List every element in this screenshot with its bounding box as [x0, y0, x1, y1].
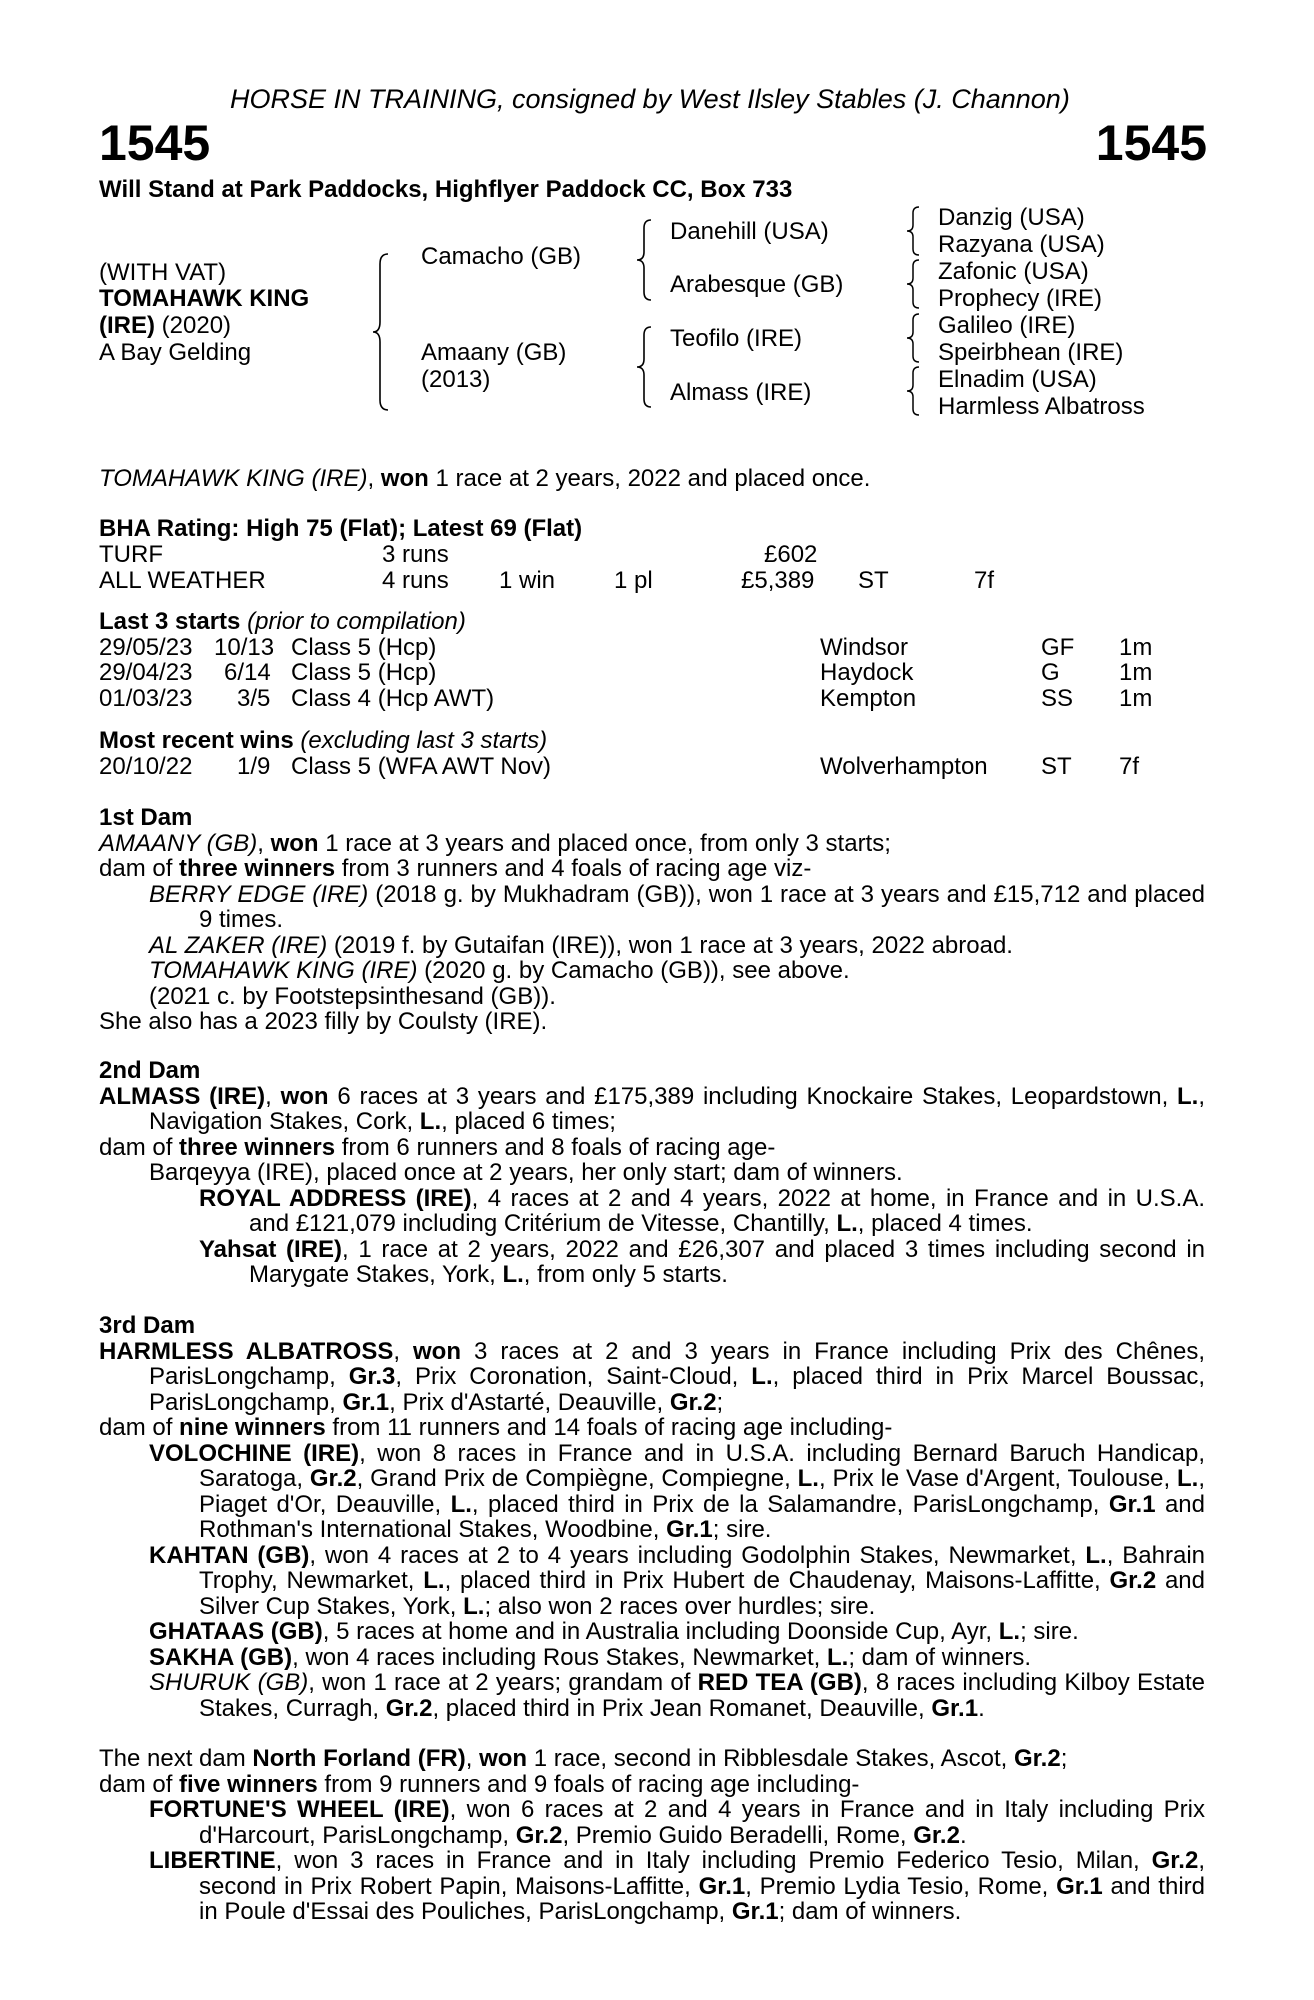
summary-rest: 1 race at 2 years, 2022 and placed once.: [428, 465, 871, 492]
text: 1 race, second in Ribblesdale Stakes, Ascot,: [527, 1745, 1014, 1772]
pedigree-brace-main: [370, 252, 392, 412]
last3-title-text: Last 3 starts: [99, 608, 241, 635]
section-title: 1st Dam: [99, 804, 193, 831]
text: , from only 5 starts.: [523, 1261, 728, 1288]
group-mark: Gr.2: [1151, 1847, 1199, 1874]
listed-mark: L.: [502, 1261, 524, 1288]
course: Wolverhampton: [820, 753, 988, 780]
class: Class 4 (Hcp AWT): [291, 685, 495, 712]
course: Windsor: [820, 634, 909, 661]
progeny-name: TOMAHAWK KING (IRE): [149, 957, 418, 984]
text: , placed third in Prix Hubert de Chaudenay, Maisons-Laffitte,: [444, 1567, 1110, 1594]
group-mark: Gr.3: [348, 1363, 396, 1390]
progeny-item: [149, 1670, 1205, 1721]
won: won: [413, 1337, 462, 1365]
class: Class 5 (WFA AWT Nov): [291, 753, 552, 780]
progeny-name: VOLOCHINE (IRE): [149, 1439, 360, 1467]
text: dam of: [99, 1414, 180, 1441]
ds-dam: Speirbhean (IRE): [938, 339, 1124, 366]
listed-mark: L.: [1177, 1465, 1199, 1492]
ss-dam: Razyana (USA): [938, 231, 1105, 258]
position: 6/14: [224, 659, 271, 686]
dam-line: [99, 1339, 1205, 1416]
listed-mark: L.: [423, 1567, 445, 1594]
sire-dam: Arabesque (GB): [670, 271, 844, 298]
text: , placed 4 times.: [857, 1210, 1033, 1237]
text: ;: [716, 1388, 724, 1416]
course: Haydock: [820, 659, 914, 686]
progeny-item: [149, 1543, 1205, 1620]
listed-mark: L.: [419, 1108, 442, 1135]
first-dam-section: [99, 805, 1205, 1035]
text: dam of: [99, 855, 180, 882]
text: ;: [1060, 1745, 1068, 1772]
text: , won 6 races at 2 and 4 years in France and in Italy including Prix d'Harcourt, ParisLongchamp,: [199, 1796, 1206, 1849]
text: .: [959, 1821, 967, 1849]
listed-mark: L.: [463, 1592, 485, 1620]
distance: 1m: [1119, 685, 1153, 712]
group-mark: Gr.1: [931, 1694, 979, 1722]
group-mark: Gr.1: [342, 1388, 390, 1416]
text: dam of: [99, 1133, 180, 1161]
dam-of-line: [99, 1415, 1205, 1441]
text: , Grand Prix de Compiègne, Compiegne,: [356, 1465, 798, 1492]
date: 01/03/23: [99, 685, 193, 712]
winners-count: five winners: [179, 1770, 318, 1798]
progeny-item: [149, 1619, 1205, 1645]
progeny-item: [149, 933, 1205, 959]
course: Kempton: [820, 685, 917, 712]
text: and Silver Cup Stakes, York,: [199, 1567, 1205, 1620]
dd-sire: Elnadim (USA): [938, 366, 1097, 393]
runs: 4 runs: [382, 567, 449, 594]
dam-line: [99, 831, 1205, 857]
dam-year: (2013): [421, 366, 491, 393]
dam-line: [99, 1746, 1205, 1772]
text: dam of: [99, 1770, 180, 1798]
text: , Premio Lydia Tesio, Rome,: [745, 1872, 1057, 1900]
going: SS: [1041, 685, 1074, 712]
sep: ,: [257, 829, 271, 857]
listed-mark: L.: [797, 1465, 819, 1492]
progeny-item: [149, 958, 1205, 984]
listed-mark: L.: [751, 1363, 773, 1390]
progeny-item: [199, 1186, 1205, 1237]
group-mark: Gr.2: [385, 1694, 433, 1722]
text: , 5 races at home and in Australia including Doonside Cup, Ayr,: [322, 1618, 999, 1645]
progeny-item: [199, 1237, 1205, 1288]
text: from 11 runners and 14 foals of racing age including-: [325, 1414, 893, 1441]
dam-name: North Forland (FR): [252, 1745, 466, 1772]
progeny-item: [149, 1441, 1205, 1543]
text: , second in Prix Robert Papin, Maisons-Laffitte,: [199, 1847, 1205, 1900]
text: from 3 runners and 4 foals of racing age viz-: [335, 855, 812, 882]
group-mark: Gr.2: [669, 1388, 717, 1416]
progeny-name: Yahsat (IRE): [199, 1235, 343, 1263]
going: GF: [1041, 634, 1075, 661]
text: , Piaget d'Or, Deauville,: [199, 1465, 1205, 1518]
surface: ALL WEATHER: [99, 567, 266, 594]
summary-horse: TOMAHAWK KING (IRE): [99, 465, 368, 492]
horse-origin: (IRE): [99, 312, 155, 339]
next-dam-section: [99, 1746, 1205, 1925]
text: , Prix d'Astarté, Deauville,: [389, 1388, 670, 1416]
date: 29/05/23: [99, 634, 193, 661]
text: , 1 race at 2 years, 2022 and £26,307 and placed 3 times including second in Marygate Stakes, York,: [249, 1235, 1205, 1288]
distance: 1m: [1119, 634, 1153, 661]
distance: 1m: [1119, 659, 1153, 686]
consignment-line: HORSE IN TRAINING, consigned by West Ilsley Stables (J. Channon): [230, 84, 1070, 114]
group-mark: Gr.1: [731, 1898, 779, 1925]
text: from 9 runners and 9 foals of racing age including-: [317, 1770, 860, 1798]
dam-note: She also has a 2023 filly by Coulsty (IRE).: [99, 1008, 548, 1035]
going: ST: [858, 567, 889, 594]
dam-of-line: [99, 1135, 1205, 1161]
wins: 1 win: [499, 567, 556, 594]
runs: 3 runs: [382, 541, 449, 568]
won: won: [280, 1082, 329, 1110]
text: , placed third in Prix Marcel Boussac, ParisLongchamp,: [149, 1363, 1205, 1416]
lot-number-right: 1545: [1095, 115, 1207, 171]
date: 20/10/22: [99, 753, 193, 780]
going: G: [1041, 659, 1060, 686]
group-mark: Gr.1: [1056, 1872, 1103, 1900]
ss-sire: Danzig (USA): [938, 204, 1085, 231]
ds-sire: Galileo (IRE): [938, 312, 1076, 339]
sire: Camacho (GB): [421, 243, 582, 270]
listed-mark: L.: [450, 1490, 472, 1518]
distance: 7f: [1119, 753, 1140, 780]
listed-mark: L.: [836, 1210, 858, 1237]
vat-note: (WITH VAT): [99, 259, 227, 286]
text: , won 4 races including Rous Stakes, Newmarket,: [292, 1643, 828, 1671]
text: .: [978, 1694, 985, 1722]
dam-name: AMAANY (GB): [99, 829, 258, 857]
listed-mark: L.: [998, 1618, 1021, 1645]
sep: ,: [465, 1745, 480, 1772]
text: and Rothman's International Stakes, Woodbine,: [199, 1490, 1205, 1543]
winners-count: three winners: [179, 1133, 336, 1161]
recent-title-text: Most recent wins: [99, 727, 294, 754]
brace-ds: [905, 312, 923, 364]
dam-name: ALMASS (IRE): [99, 1082, 266, 1110]
text: The next dam: [99, 1745, 253, 1772]
dam-sire: Teofilo (IRE): [670, 325, 803, 352]
horse-name: TOMAHAWK KING: [99, 285, 310, 312]
sire-sire: Danehill (USA): [670, 218, 829, 245]
pedigree-brace-dam: [635, 325, 655, 409]
text: ; dam of winners.: [778, 1898, 962, 1925]
pedigree-brace-sire: [635, 218, 655, 302]
group-mark: Gr.2: [1014, 1745, 1061, 1772]
position: 1/9: [237, 753, 271, 780]
text: 3 races at 2 and 3 years in France including Prix des Chênes, ParisLongchamp,: [149, 1337, 1206, 1390]
dam-line: [99, 1084, 1205, 1135]
progeny-text: (2019 f. by Gutaifan (IRE)), won 1 race at 3 years, 2022 abroad.: [327, 931, 1013, 959]
text: , won 4 races at 2 to 4 years including Godolphin Stakes, Newmarket,: [309, 1541, 1086, 1569]
class: Class 5 (Hcp): [291, 634, 437, 661]
position: 3/5: [237, 685, 271, 712]
text: ; sire.: [712, 1516, 772, 1543]
progeny-name: AL ZAKER (IRE): [149, 931, 328, 959]
going: ST: [1041, 753, 1072, 780]
group-mark: Gr.1: [698, 1872, 746, 1900]
progeny-name: LIBERTINE: [149, 1847, 276, 1874]
dam-dam: Almass (IRE): [670, 379, 812, 406]
lot-number-left: 1545: [99, 115, 211, 171]
sep: ,: [393, 1337, 414, 1365]
group-mark: Gr.2: [913, 1821, 960, 1849]
group-mark: Gr.2: [1109, 1567, 1157, 1594]
text: 6 races at 3 years and £175,389 including Knockaire Stakes, Leopardstown,: [328, 1082, 1178, 1110]
position: 10/13: [214, 634, 275, 661]
stand-location: Will Stand at Park Paddocks, Highflyer Paddock CC, Box 733: [99, 176, 793, 203]
sd-sire: Zafonic (USA): [938, 258, 1089, 285]
text: , Prix le Vase d'Argent, Toulouse,: [818, 1465, 1177, 1492]
surface: TURF: [99, 541, 163, 568]
second-dam-section: [99, 1058, 1205, 1288]
progeny-item: [149, 882, 1205, 933]
prize: £602: [764, 541, 818, 568]
progeny-name: KAHTAN (GB): [149, 1541, 310, 1569]
listed-mark: L.: [1085, 1541, 1107, 1569]
horse-description: A Bay Gelding: [99, 339, 252, 366]
text: , 4 races at 2 and 4 years, 2022 at home, in France and in U.S.A. and £121,079 including Critérium de Vitesse, Chantilly,: [249, 1184, 1206, 1237]
text: ; sire.: [1020, 1618, 1079, 1645]
brace-dd: [905, 365, 923, 417]
text: ; also won 2 races over hurdles; sire.: [484, 1592, 876, 1620]
progeny-name: FORTUNE'S WHEEL (IRE): [149, 1796, 450, 1823]
progeny-item: [149, 1848, 1205, 1925]
progeny-item: [149, 1797, 1205, 1848]
won: won: [270, 829, 319, 857]
group-mark: Gr.2: [515, 1821, 563, 1849]
progeny-name: ROYAL ADDRESS (IRE): [199, 1184, 472, 1212]
distance: 7f: [974, 567, 995, 594]
dam-text: 1 race at 3 years and placed once, from only 3 starts;: [318, 829, 891, 857]
prize: £5,389: [741, 567, 815, 594]
section-title: 3rd Dam: [99, 1312, 196, 1339]
dam-name: HARMLESS ALBATROSS: [99, 1337, 394, 1365]
recent-note: (excluding last 3 starts): [293, 727, 548, 754]
progeny-name: GHATAAS (GB): [149, 1618, 323, 1645]
text: , Navigation Stakes, Cork,: [149, 1082, 1206, 1135]
text: , placed 6 times;: [441, 1108, 616, 1135]
text: , placed third in Prix Jean Romanet, Deauville,: [432, 1694, 932, 1722]
brace-sd: [905, 258, 923, 310]
progeny-text: (2018 g. by Mukhadram (GB)), won 1 race at 3 years and £15,712 and placed 9 times.: [199, 880, 1205, 933]
progeny-item: [149, 1645, 1205, 1671]
last3-title: [99, 609, 466, 635]
winners-count: nine winners: [179, 1414, 326, 1441]
text: , won 8 races in France and in U.S.A. including Bernard Baruch Handicap, Saratoga,: [199, 1439, 1205, 1492]
placed: 1 pl: [614, 567, 653, 594]
progeny-name: SHURUK (GB): [149, 1669, 309, 1696]
last3-note: (prior to compilation): [240, 608, 466, 635]
sd-dam: Prophecy (IRE): [938, 285, 1103, 312]
group-mark: Gr.1: [666, 1516, 713, 1543]
text: , 8 races including Kilboy Estate Stakes, Curragh,: [199, 1669, 1205, 1722]
text: and third in Poule d'Essai des Pouliches, ParisLongchamp,: [199, 1872, 1205, 1925]
horse-origin-year: [99, 313, 231, 339]
progeny-name: SAKHA (GB): [149, 1643, 293, 1671]
progeny-item: (2021 c. by Footstepsinthesand (GB)).: [149, 982, 556, 1010]
text: , Prix Coronation, Saint-Cloud,: [395, 1363, 752, 1390]
text: , Premio Guido Beradelli, Rome,: [562, 1821, 914, 1849]
summary-sep: ,: [367, 465, 381, 492]
text: , won 1 race at 2 years; grandam of: [308, 1669, 698, 1696]
progeny-name: BERRY EDGE (IRE): [149, 880, 369, 908]
group-mark: Gr.2: [309, 1465, 357, 1492]
class: Class 5 (Hcp): [291, 659, 437, 686]
dam-of-line: [99, 856, 1205, 882]
text: , Bahrain Trophy, Newmarket,: [199, 1541, 1206, 1594]
recent-wins-title: [99, 728, 547, 754]
dam: Amaany (GB): [421, 339, 567, 366]
group-mark: Gr.1: [1108, 1490, 1156, 1518]
horse-year: (2020): [155, 312, 232, 339]
text: , won 3 races in France and in Italy including Premio Federico Tesio, Milan,: [275, 1847, 1152, 1874]
sep: ,: [265, 1082, 281, 1110]
text: from 6 runners and 8 foals of racing age-: [335, 1133, 776, 1161]
progeny-text: (2020 g. by Camacho (GB)), see above.: [417, 957, 850, 984]
grand-progeny-name: RED TEA (GB): [697, 1669, 862, 1696]
won: won: [479, 1745, 528, 1772]
listed-mark: L.: [827, 1643, 849, 1671]
progeny-item: Barqeyya (IRE), placed once at 2 years, her only start; dam of winners.: [149, 1159, 903, 1186]
bha-rating: BHA Rating: High 75 (Flat); Latest 69 (Flat): [99, 515, 583, 542]
brace-ss: [905, 205, 923, 257]
section-title: 2nd Dam: [99, 1057, 201, 1084]
date: 29/04/23: [99, 659, 193, 686]
dam-of-line: [99, 1772, 1205, 1798]
listed-mark: L.: [1177, 1082, 1199, 1110]
winners-count: three winners: [179, 855, 336, 882]
text: , placed third in Prix de la Salamandre, ParisLongchamp,: [471, 1490, 1109, 1518]
summary-won: won: [380, 465, 429, 492]
text: ; dam of winners.: [848, 1643, 1032, 1671]
third-dam-section: [99, 1313, 1205, 1721]
dd-dam: Harmless Albatross: [938, 393, 1145, 420]
race-summary: [99, 466, 870, 492]
